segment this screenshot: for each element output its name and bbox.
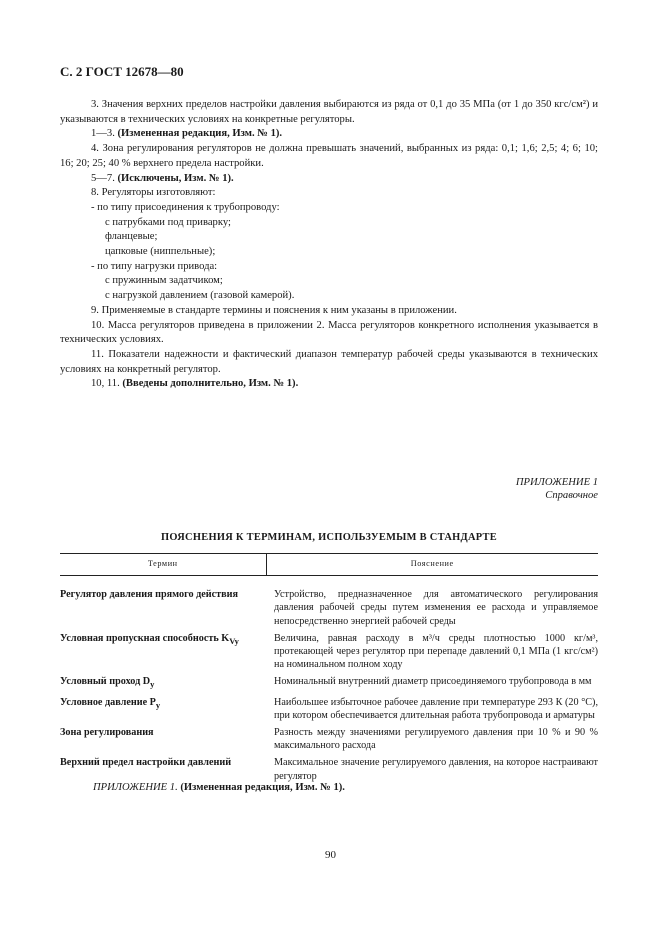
table-header-row bbox=[60, 554, 598, 576]
item-8: 8. Регуляторы изготовляют: bbox=[91, 187, 216, 199]
term-subscript: y bbox=[155, 699, 161, 710]
definition-cell: Величина, равная расходу в м³/ч среды плотностью 1000 кг/м³, протекающей через регулятор при перепаде давлений 0,1 МПа (1 кгс/см²) на номинальном полном ходу bbox=[274, 632, 598, 671]
definition-cell: Разность между значениями регулируемого давления при 10 % и 90 % максимального расхода bbox=[274, 727, 598, 752]
definition-cell: Устройство, предназначенное для автоматического регулирования давления рабочей среды путем изменения ее расхода и управляемое непосредственно энергией рабочей среды bbox=[274, 589, 598, 627]
page-number: 90 bbox=[325, 849, 336, 861]
table-row bbox=[60, 576, 598, 632]
item-10: 10. Масса регуляторов приведена в приложении 2. Масса регуляторов конкретного исполнения указывается в технических условиях. bbox=[60, 319, 598, 346]
table-row bbox=[60, 696, 598, 726]
table-title: ПОЯСНЕНИЯ К ТЕРМИНАМ, ИСПОЛЬЗУЕМЫМ В СТАНДАРТЕ bbox=[160, 532, 497, 543]
item-8-a: - по типу присоединения к трубопроводу: bbox=[91, 201, 280, 213]
term-cell bbox=[60, 632, 266, 676]
note-number: 1—3. bbox=[91, 128, 115, 140]
table-row bbox=[60, 675, 598, 695]
page-header: С. 2 ГОСТ 12678—80 bbox=[60, 64, 184, 79]
item-1-3-note bbox=[60, 127, 598, 142]
item-9: 9. Применяемые в стандарте термины и пояснения к ним указаны в приложении. bbox=[91, 304, 457, 316]
terms-table bbox=[60, 553, 598, 787]
term-subscript: Vy bbox=[229, 635, 239, 646]
item-8-a2: фланцевые; bbox=[105, 231, 158, 243]
item-8-b1: с пружинным задатчиком; bbox=[105, 275, 223, 287]
main-text bbox=[60, 98, 598, 392]
table-row bbox=[60, 726, 598, 756]
term-text: Условная пропускная способность K bbox=[60, 632, 230, 644]
appendix-label bbox=[516, 476, 598, 502]
definition-cell: Наибольшее избыточное рабочее давление при температуре 293 К (20 °С), при котором обеспечивается длительная работа трубопровода и арматуры bbox=[274, 696, 598, 721]
definition-cell: Номинальный внутренний диаметр присоединяемого трубопровода в мм bbox=[274, 676, 592, 688]
note-number: 5—7. bbox=[91, 172, 115, 184]
term-cell bbox=[60, 675, 266, 695]
note-number: 10, 11. bbox=[91, 378, 120, 390]
column-header-term: Термин bbox=[60, 554, 266, 576]
item-8-a1: с патрубками под приварку; bbox=[105, 216, 231, 228]
column-header-definition: Пояснение bbox=[266, 554, 598, 576]
term-cell bbox=[60, 696, 266, 726]
appendix-subtitle: Справочное bbox=[545, 490, 598, 501]
item-11: 11. Показатели надежности и фактический диапазон температур рабочей среды указываются в технических условиях на конкретный регулятор. bbox=[60, 348, 598, 375]
appendix-note-label: ПРИЛОЖЕНИЕ 1. bbox=[93, 782, 178, 793]
term-text: Условное давление P bbox=[60, 696, 156, 708]
appendix-title: ПРИЛОЖЕНИЕ 1 bbox=[515, 477, 598, 488]
appendix-note bbox=[93, 782, 345, 793]
item-8-b2: с нагрузкой давлением (газовой камерой). bbox=[105, 290, 295, 302]
note-edit: (Введены дополнительно, Изм. № 1). bbox=[122, 378, 299, 390]
item-10-11-note bbox=[60, 377, 598, 392]
term-subscript: y bbox=[150, 679, 155, 690]
term-text: Условный проход D bbox=[60, 676, 151, 688]
item-8-b: - по типу нагрузки привода: bbox=[91, 260, 218, 272]
appendix-note-edit: (Измененная редакция, Изм. № 1). bbox=[180, 782, 345, 793]
table-row bbox=[60, 632, 598, 676]
term-cell: Зона регулирования bbox=[60, 727, 154, 739]
item-3: 3. Значения верхних пределов настройки давления выбираются из ряда от 0,1 до 35 МПа (от 1 до 350 кгс/см²) и указываются в технических условиях на конкретные регуляторы. bbox=[60, 99, 598, 125]
term-cell: Верхний предел настройки давлений bbox=[60, 757, 232, 769]
definition-cell: Максимальное значение регулируемого давления, на которое настраивают регулятор bbox=[274, 757, 598, 782]
term-cell: Регулятор давления прямого действия bbox=[60, 589, 239, 601]
note-edit: (Измененная редакция, Изм. № 1). bbox=[117, 128, 283, 140]
note-edit: (Исключены, Изм. № 1). bbox=[117, 172, 234, 184]
item-4: 4. Зона регулирования регуляторов не должна превышать значений, выбранных из ряда: 0,1; 1,6; 2,5; 4; 6; 10; 16; 20; 25; 40 % верхнего предела настройки. bbox=[60, 143, 598, 169]
item-5-7-note bbox=[60, 172, 598, 187]
item-8-a3: цапковые (ниппельные); bbox=[105, 246, 216, 258]
